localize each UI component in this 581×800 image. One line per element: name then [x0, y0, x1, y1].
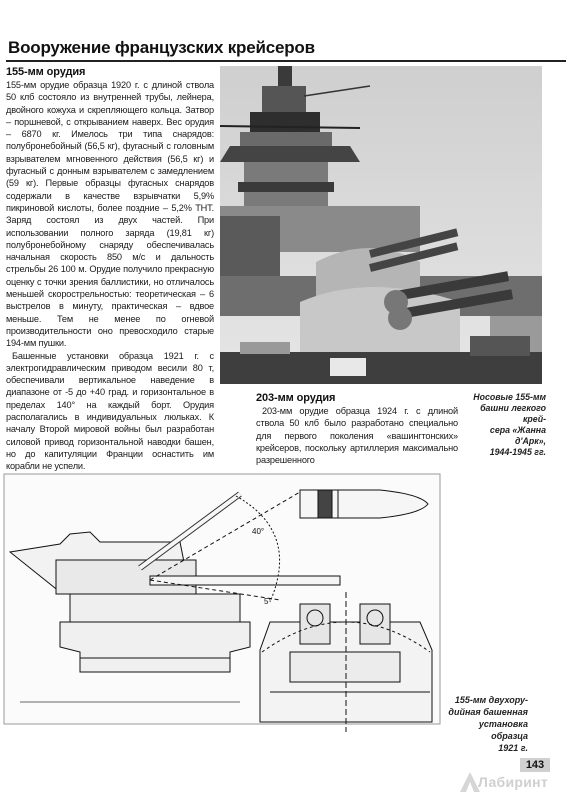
- drawing-caption-line-4: 1921 г.: [498, 743, 528, 753]
- elevation-max-label: 40°: [252, 527, 265, 536]
- paragraph-155-guns: 155-мм орудие образца 1920 г. с длиной ствола 50 клб состояло из внутренней трубы, лейнера, двойного кожуха и скрепляющего кольца. Затвор – поршневой, с открыванием наверх. Вес орудия – 6870 кг. Имелось три типа снарядов: полубронебойный (56,5 кг), фугасный с головным взрывателем мгновенного действия (56,5 кг) и фугасный с донным взрывателем с замедлением (59 кг). Первые образцы фугасных снарядов содержали в качестве взрывчатки 5,9% пикриновой кислоты, более поздние – 5,2% ТНТ. Заряд состоял из двух частей. При использовании полного заряда (19,81 кг) полубронебойному снаряду обеспечивалась начальная скорость 850 м/с и дальность стрельбы 26 100 м. Орудие получило прекрасную оценку с точки зрения баллистики, но отличалось меньшей скорострельностью: теоретическая – 6 выстрелов в минуту, практическая – вдвое меньше. Тем не менее по огневой производительности оно превосходило старые 194-мм пушки.: [6, 80, 214, 349]
- cruiser-photo: [220, 66, 542, 384]
- drawing-caption-line-2: дийная башенная: [448, 707, 528, 717]
- section-heading-155: 155-мм орудия: [6, 66, 86, 78]
- section-heading-203: 203-мм орудия: [256, 392, 336, 404]
- middle-column: [256, 392, 458, 466]
- photo-caption: [466, 392, 546, 458]
- cruiser-photo-image: [220, 66, 542, 384]
- left-column: [6, 66, 214, 473]
- page-title: Вооружение французских крейсеров: [8, 38, 315, 57]
- watermark-text: Лабиринт: [478, 774, 549, 790]
- photo-caption-line-3: сера «Жанна д'Арк»,: [489, 425, 546, 446]
- paragraph-turrets-1921: Башенные установки образца 1921 г. с электрогидравлическим приводом весили 80 т, обеспечивали вертикальное наведение в диапазоне от -5 до +40 град. и горизонтальное в пределах 140° на каждый борт. Орудия располагались в индивидуальных люльках. К началу Второй мировой войны был разработан силовой привод горизонтальной наводки башен, но до капитуляции Франции оснастить им корабли не успели.: [6, 350, 214, 472]
- page-number: 143: [520, 758, 550, 772]
- elevation-min-label: 5°: [264, 597, 272, 606]
- paragraph-203-guns: 203-мм орудие образца 1924 г. с длиной ствола 50 клб было разработано специально для первого поколения «вашингтонских» крейсеров, поскольку артиллерия максимально разрешенного: [256, 406, 458, 466]
- photo-caption-line-2: башни легкого крей-: [480, 403, 546, 424]
- title-rule: [6, 60, 566, 62]
- photo-caption-line-4: 1944-1945 гг.: [489, 447, 546, 457]
- drawing-caption-line-3: установка образца: [478, 719, 528, 741]
- drawing-caption: [440, 694, 528, 754]
- drawing-caption-line-1: 155-мм двухору-: [454, 695, 528, 705]
- photo-caption-line-1: Носовые 155-мм: [473, 392, 546, 402]
